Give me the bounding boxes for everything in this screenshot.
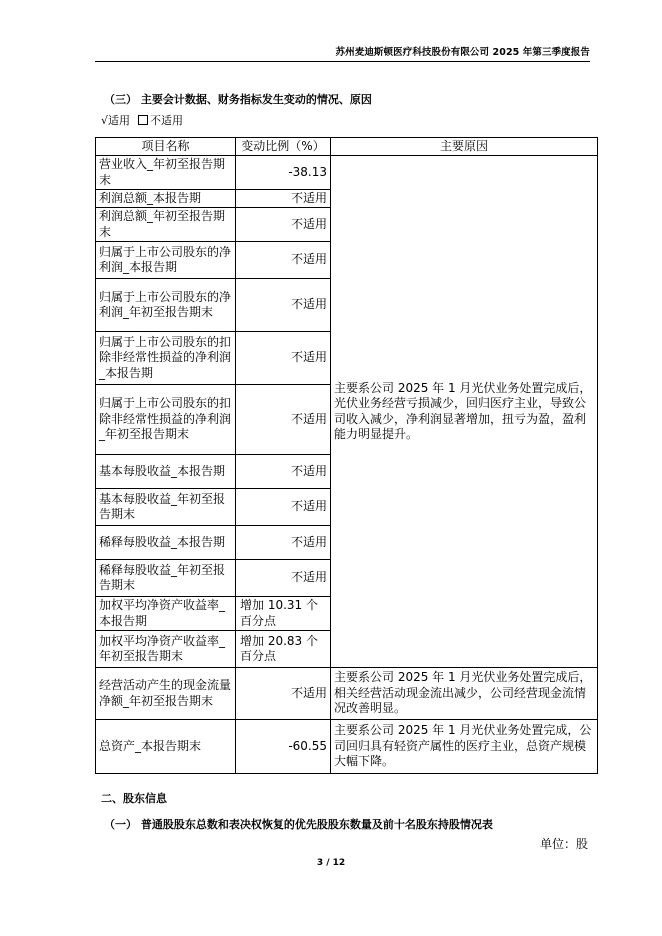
table-row: [96, 720, 598, 774]
table-row: [96, 668, 598, 720]
ratio-cell: 不适用: [236, 560, 331, 597]
applicable-check-icon: √: [101, 114, 109, 127]
ratio-cell: 增加 10.31 个百分点: [236, 597, 331, 631]
ratio-cell: 不适用: [236, 332, 331, 385]
ratio-cell: 不适用: [236, 455, 331, 489]
item-cell: 加权平均净资产收益率_本报告期: [96, 597, 236, 631]
ratio-cell: 不适用: [236, 526, 331, 560]
section-title: （三） 主要会计数据、财务指标发生变动的情况、原因: [104, 93, 372, 106]
ratio-cell: -60.55: [236, 720, 331, 774]
ratio-cell: 不适用: [236, 208, 331, 242]
ratio-cell: 不适用: [236, 242, 331, 279]
item-cell: 利润总额_本报告期: [96, 190, 236, 208]
header-item-name: 项目名称: [96, 138, 236, 156]
reason-cell-cashflow: 主要系公司 2025 年 1 月光伏业务处置完成后，相关经营活动现金流出减少，公司经营现金流情况改善明显。: [331, 668, 598, 720]
item-cell: 稀释每股收益_本报告期: [96, 526, 236, 560]
financial-change-table: [95, 137, 598, 774]
ratio-cell: 不适用: [236, 190, 331, 208]
item-cell: 归属于上市公司股东的净利润_本报告期: [96, 242, 236, 279]
ratio-cell: -38.13: [236, 156, 331, 190]
ratio-cell: 不适用: [236, 489, 331, 526]
ratio-cell: 不适用: [236, 385, 331, 455]
ratio-cell: 不适用: [236, 279, 331, 332]
item-cell: 营业收入_年初至报告期末: [96, 156, 236, 190]
report-header: 苏州麦迪斯顿医疗科技股份有限公司 2025 年第三季度报告: [335, 47, 590, 58]
item-cell: 利润总额_年初至报告期末: [96, 208, 236, 242]
page-number: 3 / 12: [316, 858, 346, 868]
header-main-reason: 主要原因: [331, 138, 598, 156]
reason-cell-assets: 主要系公司 2025 年 1 月光伏业务处置完成，公司回归具有轻资产属性的医疗主业，总资产规模大幅下降。: [331, 720, 598, 774]
item-cell: 稀释每股收益_年初至报告期末: [96, 560, 236, 597]
not-applicable-label: 不适用: [150, 114, 184, 127]
header-change-ratio: 变动比例（%）: [236, 138, 331, 156]
table-header-row: [96, 138, 598, 156]
shareholder-subsection-title: （一） 普通股股东总数和表决权恢复的优先股股东数量及前十名股东持股情况表: [104, 818, 493, 831]
shareholder-section-title: 二、股东信息: [101, 792, 167, 805]
unit-label: 单位：股: [540, 837, 589, 851]
reason-cell-main: 主要系公司 2025 年 1 月光伏业务处置完成后，光伏业务经营亏损减少，回归医疗主业，导致公司收入减少，净利润显著增加，扭亏为盈，盈利能力明显提升。: [331, 156, 598, 668]
not-applicable-checkbox-icon: [138, 115, 148, 125]
item-cell: 经营活动产生的现金流量净额_年初至报告期末: [96, 668, 236, 720]
item-cell: 基本每股收益_本报告期: [96, 455, 236, 489]
ratio-cell: 增加 20.83 个百分点: [236, 631, 331, 668]
item-cell: 总资产_本报告期末: [96, 720, 236, 774]
table-row: [96, 156, 598, 190]
applicability-options: [101, 112, 183, 128]
ratio-cell: 不适用: [236, 668, 331, 720]
item-cell: 归属于上市公司股东的净利润_年初至报告期末: [96, 279, 236, 332]
item-cell: 加权平均净资产收益率_年初至报告期末: [96, 631, 236, 668]
item-cell: 归属于上市公司股东的扣除非经常性损益的净利润_年初至报告期末: [96, 385, 236, 455]
item-cell: 基本每股收益_年初至报告期末: [96, 489, 236, 526]
item-cell: 归属于上市公司股东的扣除非经常性损益的净利润_本报告期: [96, 332, 236, 385]
applicable-label: 适用: [108, 114, 131, 127]
header-divider: [95, 61, 590, 62]
